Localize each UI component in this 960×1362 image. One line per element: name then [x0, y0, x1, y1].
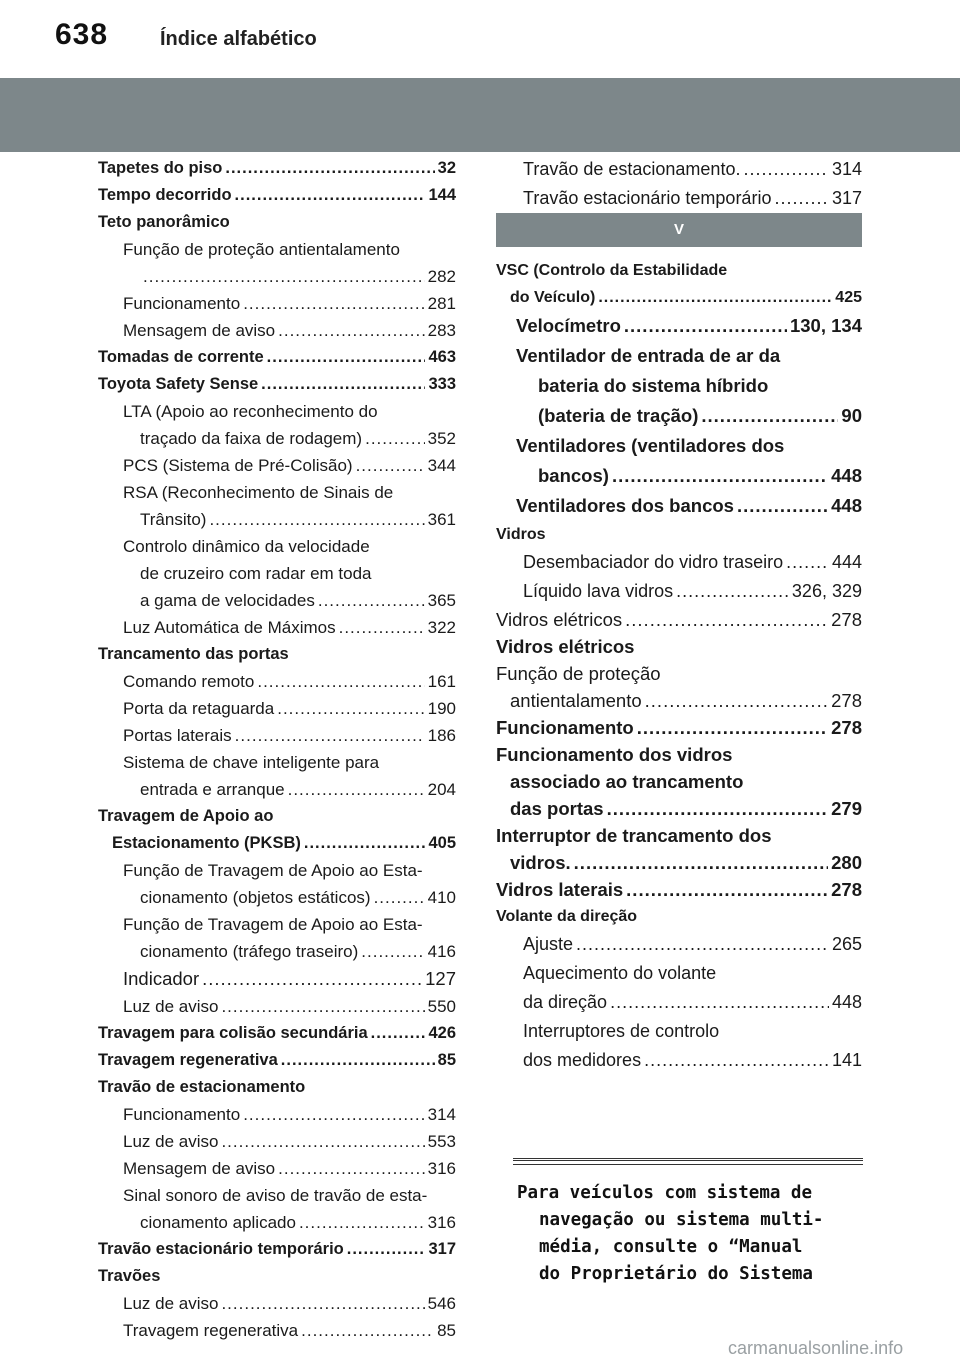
- index-entry: [496, 577, 862, 606]
- index-entry-page: 283: [427, 321, 456, 340]
- index-entry: [98, 479, 456, 506]
- navigation-note: [517, 1180, 863, 1288]
- index-entry: [98, 1290, 456, 1317]
- index-entry: [496, 988, 862, 1017]
- index-entry-text: bateria do sistema híbrido: [538, 375, 769, 396]
- leader-dots: [288, 776, 425, 803]
- index-column-right: [496, 155, 862, 1075]
- index-entry: [496, 903, 862, 930]
- index-entry-text: vidros.: [510, 852, 571, 873]
- index-entry-page: 141: [831, 1050, 862, 1070]
- index-entry: [98, 452, 456, 479]
- index-entry: [496, 341, 862, 371]
- index-entry-page: 127: [425, 968, 456, 989]
- index-entry-text: Funcionamento: [123, 294, 241, 313]
- leader-dots: [301, 1317, 434, 1344]
- index-entry-text: cionamento aplicado: [140, 1213, 296, 1232]
- index-entry: [98, 993, 456, 1020]
- index-entry-text: Mensagem de aviso: [123, 321, 276, 340]
- note-divider: [513, 1158, 863, 1161]
- leader-dots: [676, 577, 789, 606]
- note-divider-thin: [513, 1164, 863, 1165]
- index-entry-page: 463: [428, 348, 456, 366]
- index-entry-text: Sinal sonoro de aviso de travão de esta-: [123, 1186, 428, 1205]
- index-entry-text: Ajuste: [523, 934, 574, 954]
- index-entry-page: 278: [831, 609, 862, 630]
- leader-dots: [644, 1046, 829, 1075]
- index-entry: [98, 1101, 456, 1128]
- index-entry: [496, 795, 862, 822]
- index-entry: [98, 1047, 456, 1074]
- index-entry-text: Travão de estacionamento.: [523, 159, 741, 179]
- index-entry-text: associado ao trancamento: [510, 771, 744, 792]
- index-entry: [496, 184, 862, 213]
- index-entry-text: Travagem regenerativa: [98, 1051, 278, 1069]
- index-entry: [496, 521, 862, 548]
- index-entry: [98, 1155, 456, 1182]
- index-entry: [98, 1236, 456, 1263]
- index-entry-text: Comando remoto: [123, 672, 255, 691]
- index-entry: [496, 741, 862, 768]
- index-entry: [98, 317, 456, 344]
- index-entry: [98, 722, 456, 749]
- index-entry-page: 130, 134: [789, 315, 862, 336]
- index-entry-text: Vidros elétricos: [496, 636, 635, 657]
- leader-dots: [299, 1209, 425, 1236]
- index-entry-text: Função de proteção antientalamento: [123, 240, 400, 259]
- index-entry-page: 281: [427, 294, 456, 313]
- index-entry: [496, 714, 862, 741]
- index-entry: [98, 1020, 456, 1047]
- index-entry-text: Líquido lava vidros: [523, 581, 674, 601]
- leader-dots: [737, 491, 828, 521]
- index-column-left: [98, 155, 456, 1344]
- leader-dots: [365, 425, 425, 452]
- index-entry-text: dos medidores: [523, 1050, 642, 1070]
- index-entry-page: 352: [427, 429, 456, 448]
- index-entry: [98, 911, 456, 938]
- index-entry-page: 333: [428, 375, 456, 393]
- index-entry: [496, 768, 862, 795]
- index-entry-text: Vidros elétricos: [496, 609, 623, 630]
- index-entry-page: 282: [427, 267, 456, 286]
- index-entry-text: Indicador: [123, 968, 200, 989]
- index-entry: [98, 641, 456, 668]
- index-entry: [98, 209, 456, 236]
- index-entry-page: 322: [427, 618, 456, 637]
- leader-dots: [257, 668, 424, 695]
- index-entry: [496, 401, 862, 431]
- leader-dots: [574, 849, 828, 876]
- index-group-v: [496, 257, 862, 1075]
- index-entry: [98, 1317, 456, 1344]
- index-entry: [496, 687, 862, 714]
- leader-dots: [607, 795, 829, 822]
- index-entry-page: 405: [428, 834, 456, 852]
- header-band: [0, 78, 960, 152]
- note-line: média, consulte o “Manual: [539, 1237, 803, 1257]
- index-entry-page: 316: [427, 1159, 456, 1178]
- index-entry: [98, 263, 456, 290]
- index-entry-text: Vidros laterais: [496, 879, 624, 900]
- index-entry-page: 278: [831, 879, 862, 900]
- index-entry: [98, 668, 456, 695]
- index-entry-page: 190: [427, 699, 456, 718]
- index-entry-text: Sistema de chave inteligente para: [123, 753, 380, 772]
- index-entry: [98, 857, 456, 884]
- leader-dots: [626, 876, 828, 903]
- index-entry-text: Função de proteção: [496, 663, 661, 684]
- index-entry-text: LTA (Apoio ao reconhecimento do: [123, 402, 378, 421]
- index-entry-text: cionamento (tráfego traseiro): [140, 942, 359, 961]
- index-entry-text: Ventiladores (ventiladores dos: [516, 435, 785, 456]
- index-entry: [496, 1046, 862, 1075]
- index-entry-page: 85: [437, 1051, 456, 1069]
- leader-dots: [318, 587, 425, 614]
- index-entry-page: 444: [831, 552, 862, 572]
- index-entry: [496, 606, 862, 633]
- leader-dots: [221, 993, 424, 1020]
- index-entry: [98, 182, 456, 209]
- index-entry-page: 317: [428, 1240, 456, 1258]
- leader-dots: [786, 548, 829, 577]
- index-entry-text: Função de Travagem de Apoio ao Esta-: [123, 861, 423, 880]
- leader-dots: [374, 884, 425, 911]
- leader-dots: [225, 155, 434, 182]
- leader-dots: [624, 311, 787, 341]
- index-entry-page: 448: [831, 465, 862, 486]
- index-entry-page: 186: [427, 726, 456, 745]
- index-entry: [98, 398, 456, 425]
- page-header: [0, 0, 960, 78]
- index-entry: [98, 560, 456, 587]
- index-entry: [496, 633, 862, 660]
- index-entry: [98, 1209, 456, 1236]
- index-entry-page: 314: [427, 1105, 456, 1124]
- index-entry-page: 279: [831, 798, 862, 819]
- leader-dots: [356, 452, 425, 479]
- index-entry: [496, 371, 862, 401]
- leader-dots: [267, 344, 426, 371]
- index-entry-text: Trânsito): [140, 510, 207, 529]
- index-entry-text: Volante da direção: [496, 908, 638, 925]
- leader-dots: [598, 284, 832, 311]
- index-entry-text: Funcionamento: [123, 1105, 241, 1124]
- note-line: navegação ou sistema multi-: [539, 1210, 824, 1230]
- index-entry-text: Tomadas de corrente: [98, 348, 264, 366]
- index-entry-page: 32: [437, 159, 456, 177]
- index-entry-text: entrada e arranque: [140, 780, 285, 799]
- index-entry-text: Portas laterais: [123, 726, 232, 745]
- leader-dots: [235, 722, 425, 749]
- leader-dots: [637, 714, 828, 741]
- index-entry-text: (bateria de tração): [538, 405, 699, 426]
- index-entry-text: Luz de aviso: [123, 997, 219, 1016]
- index-entry: [98, 776, 456, 803]
- index-entry: [496, 959, 862, 988]
- index-entry-page: 280: [831, 852, 862, 873]
- leader-dots: [339, 614, 425, 641]
- letter-heading-v: V: [496, 213, 862, 247]
- index-entry-text: Travão estacionário temporário: [98, 1240, 344, 1258]
- index-entry-text: Ventilador de entrada de ar da: [516, 345, 781, 366]
- index-entry: [98, 587, 456, 614]
- index-entry-page: 425: [835, 289, 862, 306]
- index-entry-text: Velocímetro: [516, 315, 621, 336]
- index-entry-text: de cruzeiro com radar em toda: [140, 564, 372, 583]
- index-entry-page: 204: [427, 780, 456, 799]
- index-entry: [98, 1263, 456, 1290]
- index-entry-text: Luz de aviso: [123, 1132, 219, 1151]
- index-entry: [98, 155, 456, 182]
- index-entry-page: 317: [831, 188, 862, 208]
- index-entry-text: Mensagem de aviso: [123, 1159, 276, 1178]
- index-entry-text: antientalamento: [510, 690, 642, 711]
- index-entry-page: 416: [427, 942, 456, 961]
- leader-dots: [743, 155, 828, 184]
- index-entry-text: Toyota Safety Sense: [98, 375, 259, 393]
- index-entry-text: Travagem regenerativa: [123, 1321, 299, 1340]
- index-entry-text: Travões: [98, 1267, 161, 1285]
- index-entry: [98, 1182, 456, 1209]
- index-entry: [496, 822, 862, 849]
- leader-dots: [610, 988, 829, 1017]
- index-entry: [98, 803, 456, 830]
- index-entry-page: 365: [427, 591, 456, 610]
- index-entry: [98, 884, 456, 911]
- leader-dots: [645, 687, 828, 714]
- index-entry-page: 326, 329: [791, 581, 862, 601]
- index-entry: [98, 614, 456, 641]
- index-entry-text: PCS (Sistema de Pré-Colisão): [123, 456, 353, 475]
- index-entry-page: 85: [437, 1321, 456, 1340]
- index-group-t-continued: [496, 155, 862, 213]
- index-entry: [496, 548, 862, 577]
- index-entry-page: 361: [427, 510, 456, 529]
- index-entry-page: 314: [831, 159, 862, 179]
- leader-dots: [243, 1101, 424, 1128]
- index-entry-text: Trancamento das portas: [98, 645, 289, 663]
- page-number: 638: [55, 18, 109, 51]
- index-entry-page: 265: [831, 934, 862, 954]
- index-entry-text: RSA (Reconhecimento de Sinais de: [123, 483, 394, 502]
- index-entry: [98, 1128, 456, 1155]
- index-entry: [496, 849, 862, 876]
- index-entry-text: Teto panorâmico: [98, 213, 230, 231]
- index-entry-text: Interruptor de trancamento dos: [496, 825, 772, 846]
- index-entry: [496, 311, 862, 341]
- index-entry: [98, 965, 456, 993]
- index-entry: [496, 876, 862, 903]
- index-entry-text: do Veículo): [510, 289, 596, 306]
- leader-dots: [281, 1047, 435, 1074]
- index-entry-text: Ventiladores dos bancos: [516, 495, 734, 516]
- index-entry-page: 278: [831, 717, 862, 738]
- leader-dots: [371, 1020, 426, 1047]
- index-entry-page: 144: [428, 186, 456, 204]
- index-entry-text: a gama de velocidades: [140, 591, 315, 610]
- index-entry: [496, 284, 862, 311]
- index-entry-page: 410: [427, 888, 456, 907]
- leader-dots: [278, 317, 424, 344]
- index-entry: [98, 236, 456, 263]
- index-entry-text: Travão estacionário temporário: [523, 188, 772, 208]
- index-entry-text: cionamento (objetos estáticos): [140, 888, 371, 907]
- index-entry-page: 448: [831, 495, 862, 516]
- index-entry-text: das portas: [510, 798, 604, 819]
- index-entry-text: Luz Automática de Máximos: [123, 618, 336, 637]
- index-entry: [98, 533, 456, 560]
- index-entry: [98, 1074, 456, 1101]
- index-entry: [496, 431, 862, 461]
- index-entry-text: Travagem para colisão secundária: [98, 1024, 368, 1042]
- index-entry-text: traçado da faixa de rodagem): [140, 429, 363, 448]
- leader-dots: [774, 184, 829, 213]
- index-entry-text: Função de Travagem de Apoio ao Esta-: [123, 915, 423, 934]
- index-entry-text: Interruptores de controlo: [523, 1021, 720, 1041]
- index-entry-page: 546: [427, 1294, 456, 1313]
- index-entry-page: 553: [427, 1132, 456, 1151]
- index-entry-page: 448: [831, 992, 862, 1012]
- section-title: Índice alfabético: [160, 28, 317, 50]
- leader-dots: [278, 1155, 424, 1182]
- index-entry-page: 316: [427, 1213, 456, 1232]
- note-line: do Proprietário do Sistema: [539, 1264, 813, 1284]
- leader-dots: [576, 930, 829, 959]
- index-entry-text: VSC (Controlo da Estabilidade: [496, 262, 728, 279]
- index-entry-text: Funcionamento: [496, 717, 634, 738]
- leader-dots: [277, 695, 424, 722]
- index-entry-page: 426: [428, 1024, 456, 1042]
- index-entry: [98, 344, 456, 371]
- index-entry: [496, 1017, 862, 1046]
- leader-dots: [304, 830, 426, 857]
- leader-dots: [261, 371, 425, 398]
- index-entry-text: Travagem de Apoio ao: [98, 807, 274, 825]
- index-entry-text: Porta da retaguarda: [123, 699, 275, 718]
- index-entry: [496, 491, 862, 521]
- index-entry-text: Vidros: [496, 526, 546, 543]
- leader-dots: [361, 938, 424, 965]
- leader-dots: [143, 263, 425, 290]
- index-entry: [496, 155, 862, 184]
- leader-dots: [347, 1236, 426, 1263]
- leader-dots: [221, 1290, 424, 1317]
- leader-dots: [701, 401, 838, 431]
- leader-dots: [625, 606, 828, 633]
- index-entry-text: bancos): [538, 465, 609, 486]
- index-entry: [98, 938, 456, 965]
- index-entry-text: Estacionamento (PKSB): [112, 834, 301, 852]
- index-entry: [98, 425, 456, 452]
- leader-dots: [243, 290, 424, 317]
- leader-dots: [235, 182, 426, 209]
- index-entry: [98, 749, 456, 776]
- index-entry-page: 161: [427, 672, 456, 691]
- index-entry: [98, 830, 456, 857]
- index-entry: [98, 290, 456, 317]
- watermark: carmanualsonline.info: [728, 1338, 904, 1358]
- index-entry-page: 90: [841, 405, 862, 426]
- leader-dots: [612, 461, 828, 491]
- index-entry: [496, 461, 862, 491]
- index-entry-text: Travão de estacionamento: [98, 1078, 306, 1096]
- index-entry-text: Luz de aviso: [123, 1294, 219, 1313]
- index-entry-text: Funcionamento dos vidros: [496, 744, 733, 765]
- index-entry: [98, 371, 456, 398]
- leader-dots: [221, 1128, 424, 1155]
- index-entry-page: 550: [427, 997, 456, 1016]
- index-entry-page: 278: [831, 690, 862, 711]
- index-entry: [496, 257, 862, 284]
- leader-dots: [209, 506, 424, 533]
- index-entry-text: Desembaciador do vidro traseiro: [523, 552, 784, 572]
- index-entry-text: Aquecimento do volante: [523, 963, 717, 983]
- index-entry-text: da direção: [523, 992, 608, 1012]
- index-entry: [98, 695, 456, 722]
- index-entry: [496, 930, 862, 959]
- note-line: Para veículos com sistema de: [517, 1183, 813, 1203]
- index-entry-text: Controlo dinâmico da velocidade: [123, 537, 370, 556]
- index-entry: [98, 506, 456, 533]
- leader-dots: [202, 965, 422, 993]
- index-entry-text: Tapetes do piso: [98, 159, 223, 177]
- index-entry-text: Tempo decorrido: [98, 186, 232, 204]
- index-entry: [496, 660, 862, 687]
- index-entry-page: 344: [427, 456, 456, 475]
